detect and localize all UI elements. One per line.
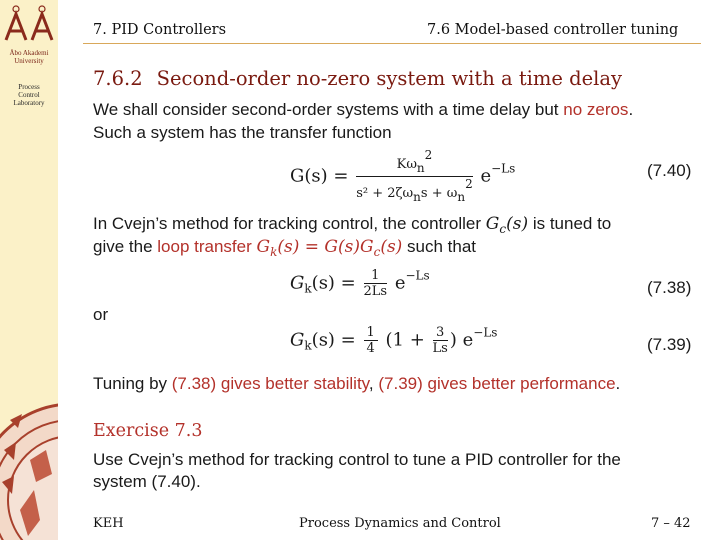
eq739-f1-den: 4: [366, 341, 375, 356]
lab-line-2: Control: [18, 91, 40, 99]
eq738-sub: k: [304, 281, 312, 296]
eq738-fraction: [364, 268, 388, 299]
eq739-fraction-2: [433, 325, 448, 356]
intro-period: .: [628, 100, 634, 119]
tuning-line: [93, 374, 620, 394]
loop-sub-c: c: [373, 245, 381, 259]
eq740-denominator: [356, 177, 473, 205]
loop-transfer-highlight: loop transfer: [157, 237, 252, 256]
equation-7-38: [290, 268, 430, 299]
lab-line-1: Process: [18, 83, 40, 91]
eq738-exponent: −Ls: [405, 268, 430, 283]
tuning-pre: Tuning by: [93, 374, 172, 393]
loop-sub-k: k: [270, 245, 278, 259]
eq-number-7-39: (7.39): [647, 335, 692, 354]
eq-number-7-38: (7.38): [647, 278, 692, 297]
eq739-paren-open: (1 +: [385, 329, 425, 351]
eq739-f2-den: Ls: [432, 341, 448, 356]
intro-line-1: [93, 100, 633, 120]
eq738-lhs-arg: (s) =: [311, 272, 356, 294]
logo-line-2: University: [14, 57, 44, 65]
footer-course: Process Dynamics and Control: [299, 516, 501, 531]
tuning-post: .: [615, 374, 621, 393]
title-text: Second-order no-zero system with a time delay: [156, 67, 623, 90]
or-text: or: [93, 305, 109, 324]
tuning-mid: ,: [368, 374, 379, 393]
eq739-sub: k: [304, 338, 312, 353]
eq740-num-k: Kω: [396, 157, 417, 172]
eq740-den-sup: 2: [465, 177, 473, 191]
eq740-den-sub-2: n: [457, 190, 466, 204]
eq738-numerator: 1: [364, 268, 388, 284]
eq740-den-a: s² + 2ζω: [356, 186, 414, 201]
eq739-f2-num: 3: [433, 325, 448, 341]
cvejn-text-4: such that: [402, 237, 477, 256]
eq738-exp-base: e: [394, 272, 406, 294]
exercise-title: Exercise 7.3: [93, 421, 203, 441]
eq740-num-sub: n: [416, 161, 425, 175]
seal-icon: [0, 390, 58, 540]
intro-highlight: no zeros: [563, 100, 629, 119]
eq740-fraction: [356, 148, 473, 205]
loop-rest: (s) = G(s)G: [277, 237, 374, 257]
eq739-fraction-1: [364, 325, 378, 356]
tuning-stability: (7.38) gives better stability: [171, 374, 369, 393]
section-header: 7.6 Model-based controller tuning: [427, 22, 679, 38]
cvejn-line-1: [93, 214, 611, 236]
chapter-header: 7. PID Controllers: [93, 22, 227, 38]
eq740-lhs: G(s) =: [290, 165, 349, 187]
sidebar: [0, 0, 58, 540]
exercise-line-2: system (7.40).: [93, 472, 201, 491]
eq740-den-sub: n: [413, 190, 421, 204]
lab-line-3: Laboratory: [13, 99, 45, 107]
eq738-g: G: [290, 272, 305, 294]
logo-line-1: Åbo Akademi: [9, 49, 49, 57]
eq740-exponent: −Ls: [491, 161, 516, 176]
eq740-num-sup: 2: [424, 148, 433, 162]
equation-7-39: [290, 325, 497, 356]
eq739-paren-close: ): [449, 329, 457, 351]
eq739-f1-num: 1: [364, 325, 378, 341]
lab-label: [2, 83, 56, 107]
cvejn-text-1: In Cvejn’s method for tracking control, the controller: [93, 214, 486, 233]
eq-number-7-40: (7.40): [647, 161, 692, 180]
cvejn-line-2: [93, 237, 476, 259]
exercise-line-1: Use Cvejn’s method for tracking control to tune a PID controller for the: [93, 450, 621, 469]
cvejn-text-3: give the: [93, 237, 158, 256]
title-number: 7.6.2: [93, 67, 143, 90]
eq739-g: G: [290, 329, 305, 351]
cvejn-text-2: is tuned to: [528, 214, 612, 233]
eq740-den-b: s + ω: [420, 186, 458, 201]
slide-title: [93, 67, 622, 90]
eq739-lhs-arg: (s) =: [311, 329, 356, 351]
eq738-denominator: 2Ls: [363, 284, 388, 299]
footer-author: KEH: [93, 516, 124, 531]
gc-symbol: G: [485, 214, 500, 234]
footer-page-number: 7 – 42: [651, 516, 691, 531]
eq740-numerator: [356, 148, 473, 177]
gc-sub: c: [499, 222, 507, 236]
eq739-exp-base: e: [462, 329, 474, 351]
loop-end: (s): [380, 237, 403, 257]
tuning-performance: (7.39) gives better performance: [378, 374, 616, 393]
loop-equation: [257, 237, 403, 257]
eq739-exponent: −Ls: [473, 325, 498, 340]
logo-emblem-icon: [2, 4, 56, 44]
intro-text: We shall consider second-order systems with a time delay but: [93, 100, 564, 119]
header-rule: [83, 43, 701, 44]
eq740-exp-base: e: [480, 165, 492, 187]
equation-7-40: [290, 148, 515, 205]
intro-line-2: Such a system has the transfer function: [93, 123, 392, 142]
gc-arg: (s): [506, 214, 529, 234]
loop-g: G: [256, 237, 271, 257]
university-seal: [0, 390, 58, 540]
university-logo: [2, 4, 56, 65]
